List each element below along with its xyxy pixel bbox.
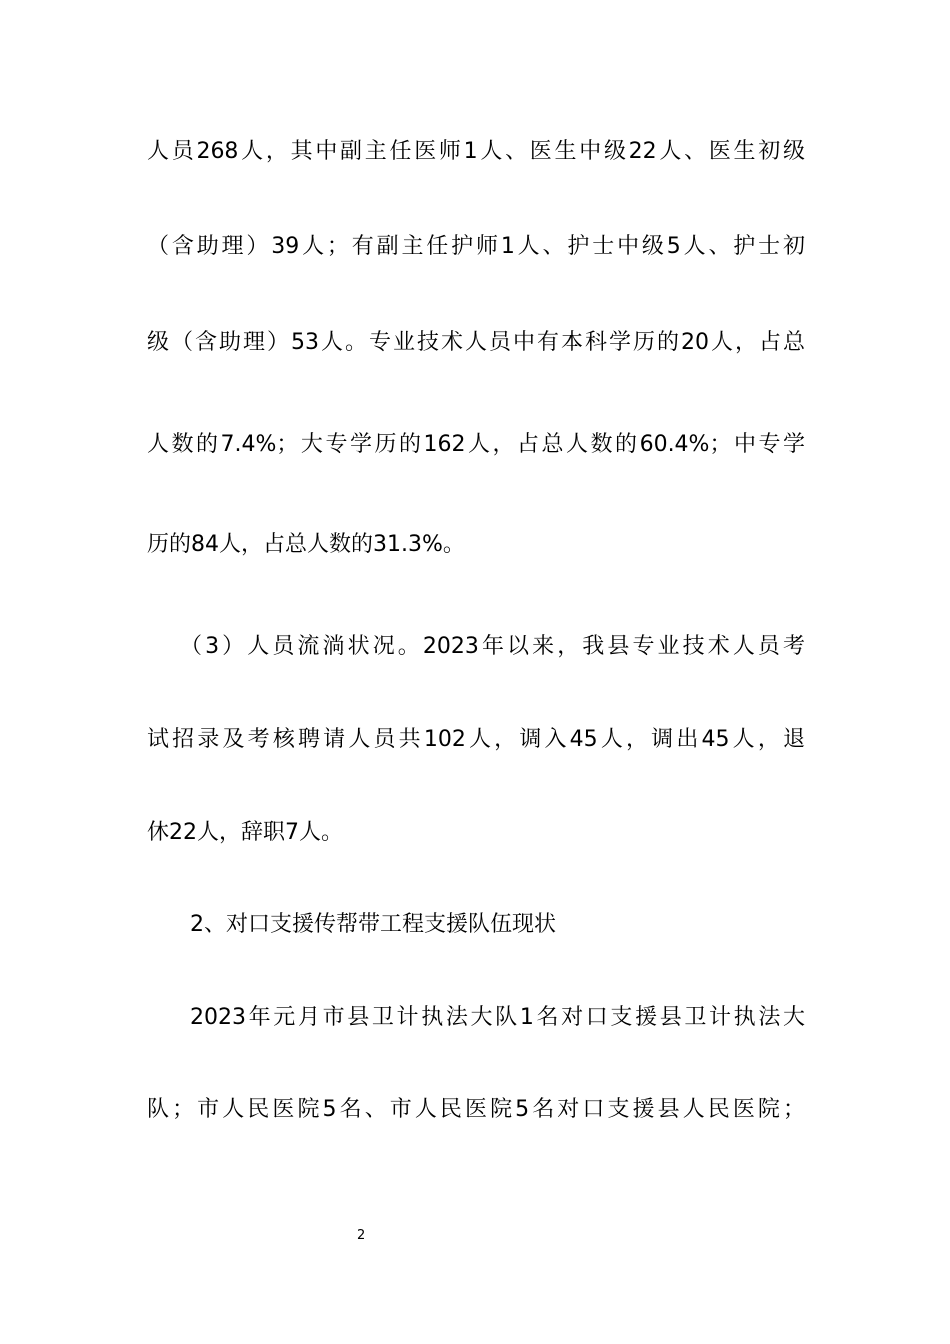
text-line: 队；市人民医院5名、市人民医院5名对口支援县人民医院； xyxy=(147,1097,805,1122)
text-line: 级（含助理）53人。专业技术人员中有本科学历的20人，占总 xyxy=(147,330,805,355)
text-line: （3）人员流淌状况。2023年以来，我县专业技术人员考 xyxy=(180,634,805,659)
page-number: 2 xyxy=(357,1228,366,1243)
text-line: 人数的7.4%；大专学历的162人，占总人数的60.4%；中专学 xyxy=(147,432,805,457)
section-heading: 2、对口支援传帮带工程支援队伍现状 xyxy=(190,912,556,937)
text-line: 人员268人，其中副主任医师1人、医生中级22人、医生初级 xyxy=(147,139,805,164)
text-line: 历的84人，占总人数的31.3%。 xyxy=(147,532,465,557)
text-line: 休22人，辞职7人。 xyxy=(147,820,343,845)
text-line: （含助理）39人；有副主任护师1人、护士中级5人、护士初 xyxy=(147,234,805,259)
text-line: 试招录及考核聘请人员共102人，调入45人，调出45人，退 xyxy=(147,727,805,752)
text-line: 2023年元月市县卫计执法大队1名对口支援县卫计执法大 xyxy=(190,1005,805,1030)
